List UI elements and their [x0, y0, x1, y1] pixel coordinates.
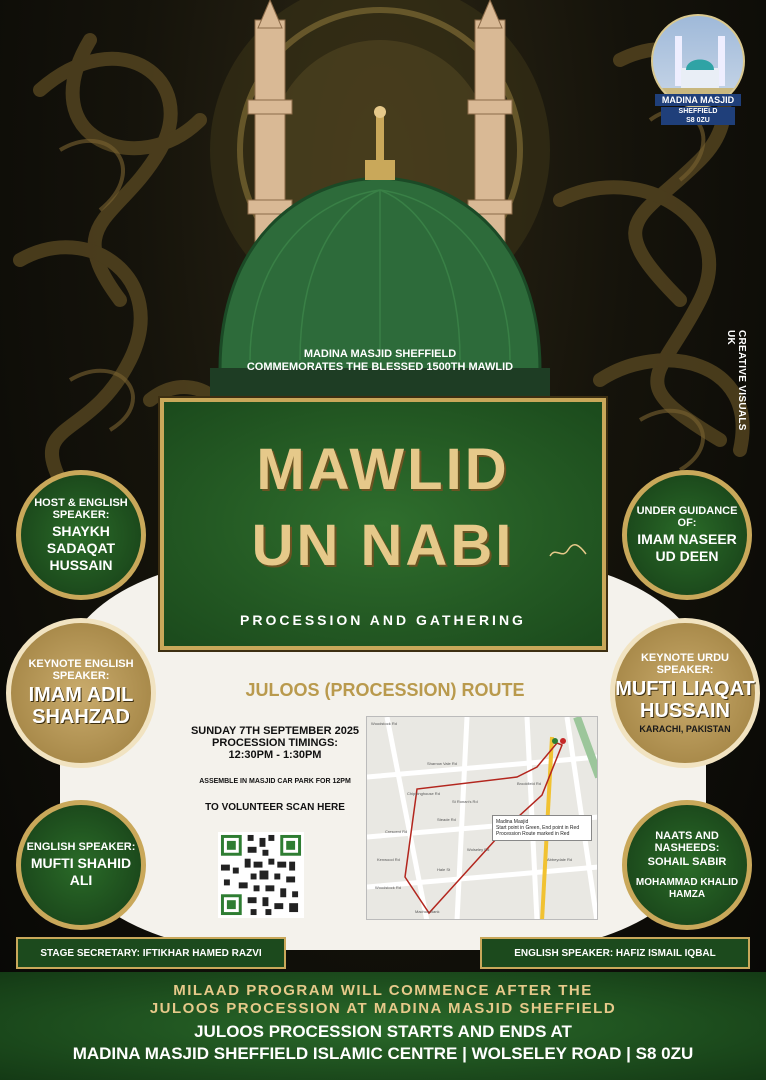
- volunteer-qr-code[interactable]: [218, 832, 304, 918]
- map-street-label: Hale St: [437, 867, 451, 872]
- title-line2: UN NABI: [251, 513, 515, 578]
- salawat-calligraphy-icon: [548, 542, 588, 562]
- map-legend-title: Madina Masjid: [496, 819, 529, 825]
- title-panel: [160, 398, 606, 650]
- designer-credit: CREATIVE VISUALS UK: [725, 330, 747, 431]
- title-line1: MAWLID: [256, 437, 510, 502]
- mosque-logo: [651, 14, 745, 128]
- english-speaker-bar: ENGLISH SPEAKER: HAFIZ ISMAIL IQBAL: [480, 937, 750, 969]
- map-street-label: Steade Rd: [437, 817, 456, 822]
- route-title: JULOOS (PROCESSION) ROUTE: [245, 680, 525, 700]
- speaker-name: MUFTI LIAQAT HUSSAIN: [615, 678, 755, 722]
- stage-secretary-bar: STAGE SECRETARY: IFTIKHAR HAMED RAZVI: [16, 937, 286, 969]
- map-street-label: Woodstock Rd: [375, 885, 401, 890]
- map-street-label: Sharrow Vale Rd: [427, 761, 457, 766]
- commemoration-line2: COMMEMORATES THE BLESSED 1500TH MAWLID: [246, 361, 514, 373]
- map-street-label: Brookfield Rd: [517, 781, 542, 786]
- logo-location: [661, 107, 735, 125]
- map-legend: [492, 815, 592, 841]
- map-street-label: Chippinghouse Rd: [407, 791, 440, 796]
- speaker-role: KEYNOTE URDU SPEAKER:: [640, 652, 729, 676]
- green-dome-illustration: [170, 0, 590, 400]
- volunteer-text: TO VOLUNTEER SCAN HERE: [205, 802, 345, 813]
- map-street-label: Crescent Rd: [385, 829, 408, 834]
- speaker-name-1: SOHAIL SABIR: [647, 855, 727, 868]
- speaker-role: UNDER GUIDANCE OF:: [636, 505, 738, 529]
- speaker-name-2: MOHAMMAD KHALID HAMZA: [635, 876, 739, 900]
- footer-banner: [0, 972, 766, 1080]
- commemoration-line1: MADINA MASJID SHEFFIELD: [303, 348, 457, 360]
- speaker-name: IMAM ADIL SHAHZAD: [28, 684, 134, 728]
- title-subtitle: PROCESSION AND GATHERING: [240, 612, 526, 628]
- speaker-name: SHAYKH SADAQAT HUSSAIN: [46, 522, 116, 573]
- speaker-name: MUFTI SHAHID ALI: [30, 855, 132, 888]
- map-street-label: St Ronan's Rd: [452, 799, 478, 804]
- speaker-host: [16, 470, 146, 600]
- speaker-role: ENGLISH SPEAKER:: [26, 841, 136, 853]
- timings-label: PROCESSION TIMINGS:: [212, 737, 338, 749]
- speaker-english: [16, 800, 146, 930]
- procession-route-map[interactable]: [366, 716, 598, 920]
- footer-line4: MADINA MASJID SHEFFIELD ISLAMIC CENTRE | WOLSELEY ROAD | S8 0ZU: [72, 1044, 694, 1063]
- commemoration-text: [200, 348, 560, 374]
- logo-city: SHEFFIELD: [678, 108, 718, 115]
- speaker-guidance: [622, 470, 752, 600]
- event-datetime: [185, 725, 365, 761]
- event-date: SUNDAY 7TH SEPTEMBER 2025: [190, 725, 360, 737]
- footer-line3: JULOOS PROCESSION STARTS AND ENDS AT: [194, 1022, 572, 1041]
- map-street-label: Woodstock Rd: [371, 721, 397, 726]
- assemble-note: ASSEMBLE IN MASJID CAR PARK FOR 12PM: [199, 778, 351, 785]
- footer-line2: JULOOS PROCESSION AT MADINA MASJID SHEFFIELD: [149, 1000, 617, 1017]
- timings-value: 12:30PM - 1:30PM: [228, 749, 322, 761]
- map-street-label: Abbeydale Rd: [547, 857, 573, 862]
- logo-postcode: S8 0ZU: [686, 117, 710, 124]
- map-street-label: Wolseley Rd: [467, 847, 490, 852]
- map-street-label: Kenwood Rd: [377, 857, 400, 862]
- logo-name: MADINA MASJID: [655, 94, 741, 106]
- footer-line1: MILAAD PROGRAM WILL COMMENCE AFTER THE: [173, 982, 593, 999]
- map-legend-line1: Start point in Green, End point in Red: [496, 825, 580, 831]
- speaker-role: NAATS AND NASHEEDS:: [654, 829, 720, 854]
- speaker-keynote-english: [6, 618, 156, 768]
- map-street-label: Machon Bank: [415, 909, 440, 914]
- speaker-role: HOST & ENGLISH SPEAKER:: [34, 496, 128, 521]
- speaker-name: IMAM NASEER UD DEEN: [637, 531, 737, 564]
- speaker-naats: [622, 800, 752, 930]
- speaker-role: KEYNOTE ENGLISH SPEAKER:: [28, 658, 134, 682]
- map-legend-line2: Procession Route marked in Red: [496, 831, 570, 837]
- speaker-keynote-urdu: [610, 618, 760, 768]
- speaker-location: KARACHI, PAKISTAN: [639, 724, 731, 734]
